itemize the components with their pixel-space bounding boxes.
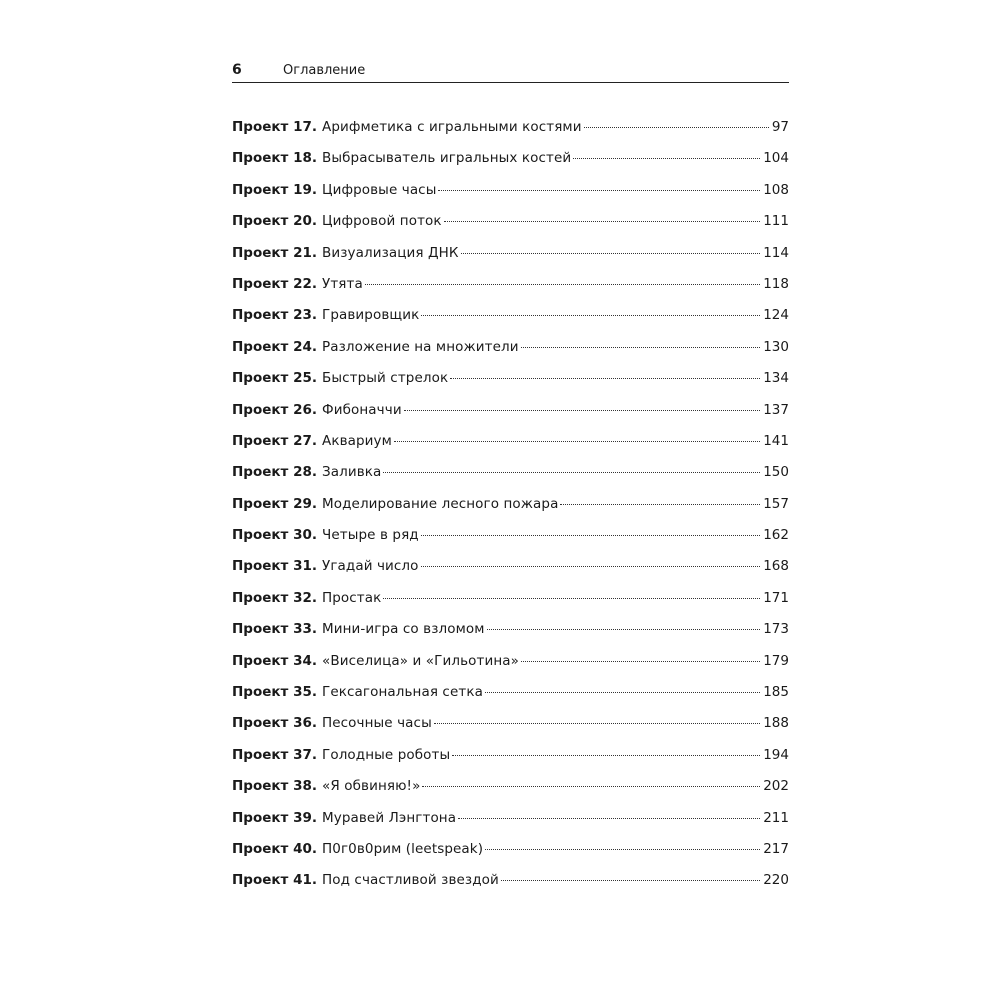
- toc-entry-label: Проект 38.: [232, 778, 317, 795]
- toc-entry-page: 124: [763, 307, 789, 324]
- toc-entry-label: Проект 19.: [232, 181, 317, 198]
- toc-entry-page: 97: [771, 119, 789, 135]
- toc-entry: [232, 150, 789, 181]
- toc-entry: [232, 402, 789, 433]
- dot-leader: [501, 880, 760, 881]
- toc-entry-page: 194: [763, 746, 789, 763]
- toc-entry: [232, 527, 789, 558]
- toc-entry-label: Проект 23.: [232, 307, 317, 324]
- dot-leader: [485, 692, 760, 693]
- toc-entry: [232, 245, 789, 276]
- dot-leader: [394, 441, 760, 442]
- dot-leader: [404, 410, 761, 411]
- dot-leader: [438, 190, 760, 191]
- toc-entry-label: Проект 20.: [232, 213, 317, 230]
- toc-entry: [232, 872, 789, 903]
- toc-entry-label: Проект 37.: [232, 746, 317, 763]
- dot-leader: [383, 598, 760, 599]
- toc-entry: [232, 433, 789, 464]
- dot-leader: [521, 347, 761, 348]
- toc-entry-title: Цифровые часы: [322, 181, 437, 198]
- toc-entry: [232, 307, 789, 338]
- toc-entry-page: 179: [763, 652, 789, 669]
- toc-entry-label: Проект 27.: [232, 432, 317, 449]
- toc-entry-label: Проект 21.: [232, 244, 317, 261]
- toc-entry-label: Проект 17.: [232, 119, 317, 135]
- dot-leader: [487, 629, 761, 630]
- toc-entry-label: Проект 18.: [232, 150, 317, 167]
- toc-entry-title: Четыре в ряд: [322, 527, 419, 544]
- toc-entry-title: Муравей Лэнгтона: [322, 809, 457, 826]
- toc-entry-label: Проект 40.: [232, 840, 317, 857]
- dot-leader: [444, 221, 761, 222]
- toc-entry-page: 130: [763, 338, 789, 355]
- dot-leader: [485, 849, 760, 850]
- toc-entry-page: 217: [763, 840, 789, 857]
- toc-entry-page: 134: [763, 370, 789, 387]
- toc-entry-label: Проект 33.: [232, 621, 317, 638]
- dot-leader: [383, 472, 760, 473]
- toc-entry-title: Визуализация ДНК: [322, 244, 459, 261]
- toc-entry-title: Песочные часы: [322, 715, 432, 732]
- table-of-contents: [232, 119, 789, 904]
- toc-entry-title: Цифровой поток: [322, 213, 442, 230]
- toc-entry-page: 220: [763, 872, 789, 889]
- toc-entry-page: 137: [763, 401, 789, 418]
- toc-entry-label: Проект 39.: [232, 809, 317, 826]
- toc-entry: [232, 621, 789, 652]
- toc-entry-title: «Я обвиняю!»: [322, 778, 421, 795]
- toc-entry-label: Проект 36.: [232, 715, 317, 732]
- toc-entry-title: Разложение на множители: [322, 338, 519, 355]
- toc-entry: [232, 684, 789, 715]
- toc-entry-page: 168: [763, 558, 789, 575]
- toc-entry: [232, 182, 789, 213]
- toc-entry-title: «Виселица» и «Гильотина»: [322, 652, 520, 669]
- dot-leader: [422, 786, 760, 787]
- toc-entry-label: Проект 24.: [232, 338, 317, 355]
- toc-entry: [232, 339, 789, 370]
- toc-entry-label: Проект 34.: [232, 652, 317, 669]
- toc-entry-label: Проект 29.: [232, 495, 317, 512]
- toc-entry: [232, 653, 789, 684]
- toc-entry: [232, 370, 789, 401]
- toc-entry-title: Моделирование лесного пожара: [322, 495, 559, 512]
- toc-entry-label: Проект 31.: [232, 558, 317, 575]
- toc-entry: [232, 276, 789, 307]
- toc-entry-label: Проект 41.: [232, 872, 317, 889]
- toc-entry: [232, 590, 789, 621]
- dot-leader: [452, 755, 760, 756]
- toc-entry-title: Угадай число: [322, 558, 419, 575]
- toc-entry-page: 111: [763, 213, 789, 230]
- toc-entry: [232, 496, 789, 527]
- toc-entry-title: Под счастливой звездой: [322, 872, 499, 889]
- toc-entry-title: П0г0в0рим (leetspeak): [322, 840, 484, 857]
- toc-entry: [232, 213, 789, 244]
- dot-leader: [573, 158, 760, 159]
- toc-entry-title: Заливка: [322, 464, 382, 481]
- page-header: [232, 62, 789, 83]
- dot-leader: [461, 253, 761, 254]
- toc-entry-label: Проект 32.: [232, 589, 317, 606]
- toc-entry: [232, 747, 789, 778]
- toc-entry-page: 185: [763, 684, 789, 701]
- toc-entry-page: 108: [763, 181, 789, 198]
- dot-leader: [365, 284, 760, 285]
- toc-entry-page: 150: [763, 464, 789, 481]
- toc-entry-label: Проект 28.: [232, 464, 317, 481]
- toc-entry-title: Арифметика с игральными костями: [322, 119, 582, 135]
- page-number: 6: [232, 62, 242, 78]
- toc-entry-title: Выбрасыватель игральных костей: [322, 150, 572, 167]
- toc-entry-label: Проект 25.: [232, 370, 317, 387]
- toc-entry: [232, 558, 789, 589]
- running-title: Оглавление: [283, 63, 366, 78]
- toc-entry-label: Проект 35.: [232, 684, 317, 701]
- toc-entry-title: Простак: [322, 589, 382, 606]
- dot-leader: [421, 535, 760, 536]
- toc-entry-page: 202: [763, 778, 789, 795]
- dot-leader: [560, 504, 760, 505]
- dot-leader: [421, 566, 761, 567]
- toc-entry-title: Гравировщик: [322, 307, 420, 324]
- toc-entry-page: 118: [763, 275, 789, 292]
- toc-entry: [232, 464, 789, 495]
- toc-entry-page: 157: [763, 495, 789, 512]
- toc-entry-title: Быстрый стрелок: [322, 370, 449, 387]
- dot-leader: [434, 723, 760, 724]
- dot-leader: [521, 661, 760, 662]
- toc-entry-title: Утята: [322, 275, 363, 292]
- toc-entry-page: 173: [763, 621, 789, 638]
- toc-entry-label: Проект 22.: [232, 275, 317, 292]
- toc-entry-page: 114: [763, 244, 789, 261]
- toc-entry-page: 188: [763, 715, 789, 732]
- toc-entry-label: Проект 26.: [232, 401, 317, 418]
- toc-entry-page: 162: [763, 527, 789, 544]
- toc-entry-title: Мини-игра со взломом: [322, 621, 485, 638]
- toc-entry: [232, 810, 789, 841]
- toc-entry: [232, 778, 789, 809]
- dot-leader: [584, 127, 769, 128]
- toc-entry-title: Голодные роботы: [322, 746, 451, 763]
- toc-entry-page: 104: [763, 150, 789, 167]
- toc-entry: [232, 715, 789, 746]
- toc-entry: [232, 841, 789, 872]
- toc-entry-page: 211: [763, 809, 789, 826]
- toc-entry-title: Гексагональная сетка: [322, 684, 483, 701]
- toc-entry: [232, 119, 789, 150]
- toc-entry-label: Проект 30.: [232, 527, 317, 544]
- toc-entry-page: 171: [763, 589, 789, 606]
- dot-leader: [458, 818, 760, 819]
- toc-entry-title: Фибоначчи: [322, 401, 402, 418]
- dot-leader: [421, 315, 760, 316]
- toc-entry-title: Аквариум: [322, 432, 392, 449]
- dot-leader: [450, 378, 760, 379]
- toc-entry-page: 141: [763, 432, 789, 449]
